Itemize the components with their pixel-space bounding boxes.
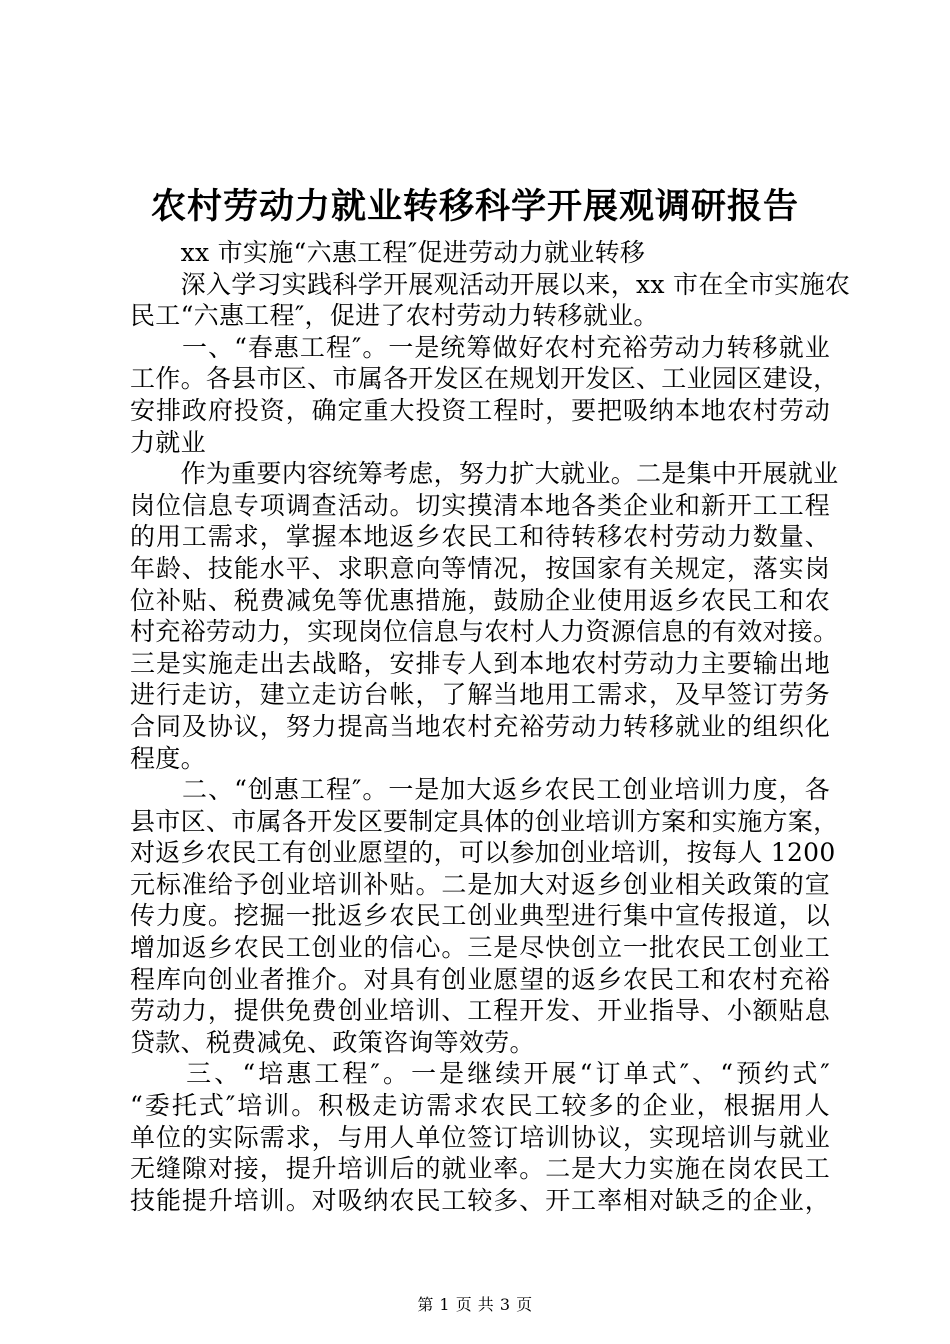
text-line: 三、“培惠工程″。一是继续开展“订单式″、“预约式″ [130, 1059, 830, 1089]
text-line: 安排政府投资，确定重大投资工程时，要把吸纳本地农村劳动 [130, 395, 830, 425]
text-line: 单位的实际需求，与用人单位签订培训协议，实现培训与就业 [130, 1122, 830, 1152]
text-line: 程库向创业者推介。对具有创业愿望的返乡农民工和农村充裕 [130, 964, 830, 994]
text-line: 的用工需求，掌握本地返乡农民工和待转移农村劳动力数量、 [130, 522, 830, 552]
text-line: 力就业 [130, 427, 206, 457]
text-line: 县市区、市属各开发区要制定具体的创业培训方案和实施方案， [130, 806, 839, 836]
text-line: 二、“创惠工程″。一是加大返乡农民工创业培训力度，各 [130, 775, 830, 805]
document-title: 农村劳动力就业转移科学开展观调研报告 [150, 186, 799, 227]
text-line: 年龄、技能水平、求职意向等情况，按国家有关规定，落实岗 [130, 553, 830, 583]
text-line: 岗位信息专项调查活动。切实摸清本地各类企业和新开工工程 [130, 490, 830, 520]
text-line: 一、“春惠工程″。一是统筹做好农村充裕劳动力转移就业 [130, 332, 830, 362]
text-line: 技能提升培训。对吸纳农民工较多、开工率相对缺乏的企业， [130, 1185, 830, 1215]
text-line: 增加返乡农民工创业的信心。三是尽快创立一批农民工创业工 [130, 933, 830, 963]
text-line: 元标准给予创业培训补贴。二是加大对返乡创业相关政策的宣 [130, 869, 830, 899]
text-line: 村充裕劳动力，实现岗位信息与农村人力资源信息的有效对接。 [130, 617, 839, 647]
text-line: 程度。 [130, 743, 206, 773]
text-line: 作为重要内容统筹考虑，努力扩大就业。二是集中开展就业 [130, 459, 839, 489]
text-line: 三是实施走出去战略，安排专人到本地农村劳动力主要输出地 [130, 648, 830, 678]
page-footer: 第 1 页 共 3 页 [417, 1295, 533, 1314]
text-line: 进行走访，建立走访台帐，了解当地用工需求，及早签订劳务 [130, 680, 830, 710]
text-line: 无缝隙对接，提升培训后的就业率。二是大力实施在岗农民工 [130, 1154, 830, 1184]
text-line: 传力度。挖掘一批返乡农民工创业典型进行集中宣传报道，以 [130, 901, 830, 931]
document-body [130, 237, 851, 1216]
text-line: 合同及协议，努力提高当地农村充裕劳动力转移就业的组织化 [130, 711, 830, 741]
text-line: xx 市实施“六惠工程″促进劳动力就业转移 [130, 238, 646, 267]
text-line: 贷款、税费减免、政策咨询等效劳。 [130, 1027, 535, 1057]
text-line: 深入学习实践科学开展观活动开展以来，xx 市在全市实施农 [130, 269, 851, 299]
text-line: 民工“六惠工程″，促进了农村劳动力转移就业。 [130, 301, 659, 331]
text-line: “委托式″培训。积极走访需求农民工较多的企业，根据用人 [130, 1091, 830, 1121]
text-line: 劳动力，提供免费创业培训、工程开发、开业指导、小额贴息 [130, 996, 830, 1026]
text-line: 工作。各县市区、市属各开发区在规划开发区、工业园区建设， [130, 364, 839, 394]
text-line: 对返乡农民工有创业愿望的，可以参加创业培训，按每人 1200 [130, 838, 836, 868]
text-line: 位补贴、税费减免等优惠措施，鼓励企业使用返乡农民工和农 [130, 585, 830, 615]
